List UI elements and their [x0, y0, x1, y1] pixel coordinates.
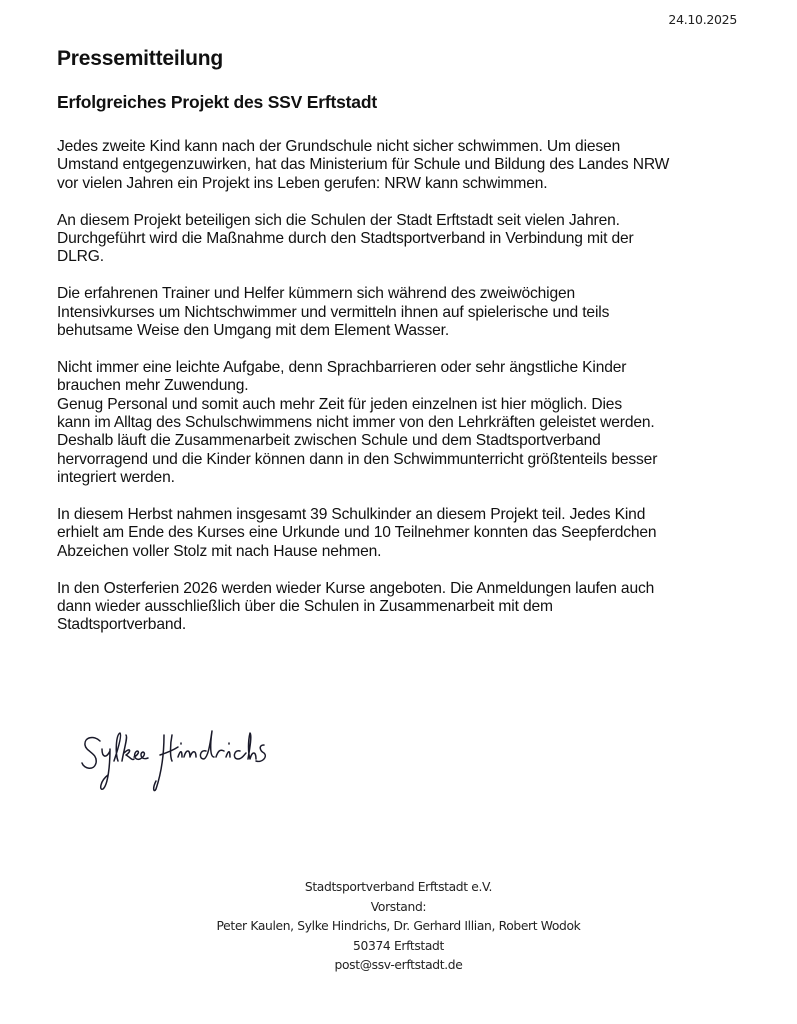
- text-line: In diesem Herbst nahmen insgesamt 39 Schulkinder an diesem Projekt teil. Jedes Kind: [57, 506, 646, 524]
- text-line: DLRG.: [57, 248, 104, 266]
- footer-email: post@ssv-erftstadt.de: [334, 958, 463, 972]
- press-release-body: [57, 138, 757, 653]
- text-line: Durchgeführt wird die Maßnahme durch den Stadtsportverband in Verbindung mit der: [57, 230, 634, 248]
- footer-address: 50374 Erftstadt: [353, 938, 444, 953]
- paragraph-outlook: [57, 580, 757, 635]
- text-line: vor vielen Jahren ein Projekt ins Leben gerufen: NRW kann schwimmen.: [57, 174, 548, 192]
- text-line: In den Osterferien 2026 werden wieder Kurse angeboten. Die Anmeldungen laufen auch: [57, 579, 655, 597]
- text-line: Intensivkurses um Nichtschwimmer und vermitteln ihnen auf spielerische und teils: [57, 303, 610, 321]
- footer-board-label: Vorstand:: [370, 899, 427, 914]
- paragraph-intro: [57, 138, 757, 193]
- text-line: Deshalb läuft die Zusammenarbeit zwischen Schule und dem Stadtsportverband: [57, 432, 601, 450]
- text-line: Jedes zweite Kind kann nach der Grundschule nicht sicher schwimmen. Um diesen: [57, 138, 621, 155]
- text-line: Abzeichen voller Stolz mit nach Hause nehmen.: [57, 542, 382, 560]
- document-title: Pressemitteilung: [57, 47, 224, 70]
- text-line: brauchen mehr Zuwendung.: [57, 377, 249, 395]
- text-line: behutsame Weise den Umgang mit dem Element Wasser.: [57, 322, 450, 340]
- text-line: erhielt am Ende des Kurses eine Urkunde und 10 Teilnehmer konnten das Seepferdchen: [57, 524, 657, 542]
- text-line: Nicht immer eine leichte Aufgabe, denn Sprachbarrieren oder sehr ängstliche Kinder: [57, 358, 627, 376]
- footer-contact: [0, 878, 797, 976]
- signature-image: [60, 705, 290, 810]
- text-line: An diesem Projekt beteiligen sich die Schulen der Stadt Erftstadt seit vielen Jahren.: [57, 211, 620, 229]
- text-line: kann im Alltag des Schulschwimmens nicht immer von den Lehrkräften geleistet werden.: [57, 414, 655, 432]
- footer-board-members: Peter Kaulen, Sylke Hindrichs, Dr. Gerhard Illian, Robert Wodok: [216, 919, 581, 933]
- paragraph-challenges: [57, 359, 757, 488]
- paragraph-trainers: [57, 285, 757, 340]
- handwritten-signature: [60, 705, 290, 810]
- text-line: Umstand entgegenzuwirken, hat das Ministerium für Schule und Bildung des Landes NRW: [57, 156, 670, 174]
- document-date: 24.10.2025: [668, 12, 737, 27]
- text-line: Genug Personal und somit auch mehr Zeit für jeden einzelnen ist hier möglich. Dies: [57, 395, 622, 413]
- text-line: Stadtsportverband.: [57, 616, 187, 634]
- footer-organization: Stadtsportverband Erftstadt e.V.: [304, 880, 493, 894]
- text-line: Die erfahrenen Trainer und Helfer kümmern sich während des zweiwöchigen: [57, 285, 576, 303]
- text-line: hervorragend und die Kinder können dann in den Schwimmunterricht größtenteils besser: [57, 450, 658, 468]
- paragraph-schools: [57, 212, 757, 267]
- text-line: integriert werden.: [57, 469, 175, 487]
- paragraph-results: [57, 506, 757, 561]
- text-line: dann wieder ausschließlich über die Schulen in Zusammenarbeit mit dem: [57, 598, 553, 616]
- document-subtitle: Erfolgreiches Projekt des SSV Erftstadt: [57, 92, 377, 112]
